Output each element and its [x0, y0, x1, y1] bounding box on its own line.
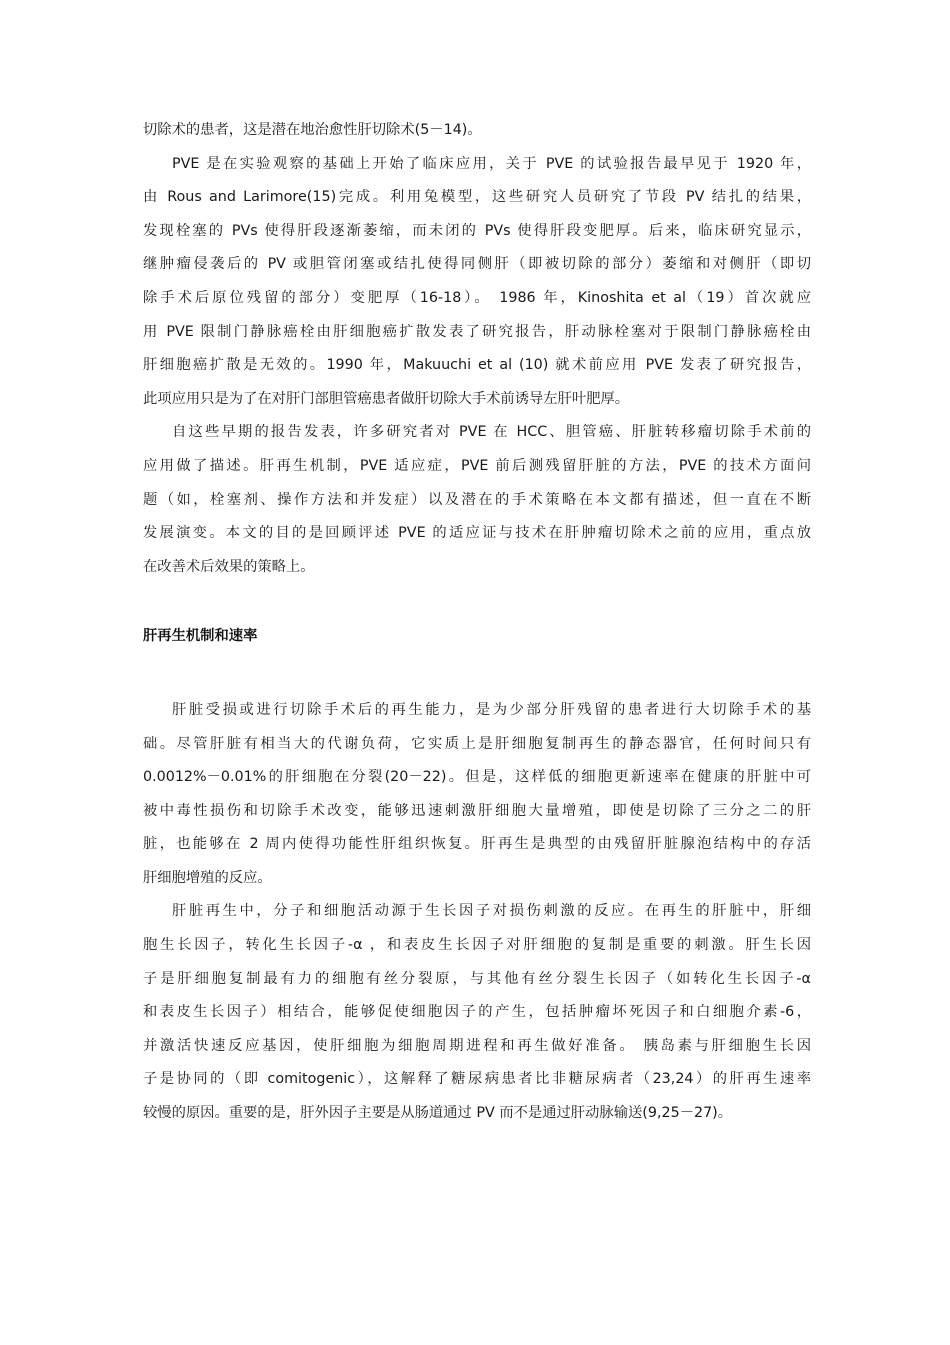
text-line: 应用做了描述。肝再生机制，PVE 适应症，PVE 前后测残留肝脏的方法，PVE 的技术方面问	[143, 457, 811, 474]
paragraph-intro-tail	[143, 114, 811, 148]
text-line: 0.0012%－0.01%的肝细胞在分裂(20－22)。但是，这样低的细胞更新速率在健康的肝脏中可	[143, 769, 811, 786]
text-line: 础。尽管肝脏有相当大的代谢负荷，它实质上是肝细胞复制再生的静态器官，任何时间只有	[143, 735, 811, 752]
text-line: PVE 是在实验观察的基础上开始了临床应用，关于 PVE 的试验报告最早见于 1920 年，	[172, 155, 811, 172]
text-line: 肝细胞增殖的反应。	[143, 869, 272, 886]
text-line: 题（如，栓塞剂、操作方法和并发症）以及潜在的手术策略在本文都有描述，但一直在不断	[143, 491, 811, 508]
text-line: 和表皮生长因子）相结合，能够促使细胞因子的产生，包括肿瘤坏死因子和白细胞介素-6，	[143, 1004, 811, 1021]
paragraph-growth-factors	[143, 895, 811, 1130]
text-line: 发展演变。本文的目的是回顾评述 PVE 的适应证与技术在肝肿瘤切除术之前的应用，重点放	[143, 525, 811, 542]
text-line: 并激活快速反应基因，使肝细胞为细胞周期进程和再生做好准备。 胰岛素与肝细胞生长因	[143, 1037, 811, 1054]
text-line: 子是协同的（即 comitogenic），这解释了糖尿病患者比非糖尿病者（23,24）的肝再生速率	[143, 1071, 811, 1088]
text-line: 发现栓塞的 PVs 使得肝段逐渐萎缩，而未闭的 PVs 使得肝段变肥厚。后来，临床研究显示，	[143, 222, 811, 239]
text-line: 在改善术后效果的策略上。	[143, 558, 315, 575]
text-line: 除手术后原位残留的部分）变肥厚（16-18）。 1986 年，Kinoshita et al（19）首次就应	[143, 289, 811, 306]
text-line: 子是肝细胞复制最有力的细胞有丝分裂原，与其他有丝分裂生长因子（如转化生长因子-α	[143, 970, 811, 987]
paragraph-pve-review-purpose	[143, 416, 811, 584]
section-heading: 肝再生机制和速率	[143, 628, 258, 645]
text-line: 肝脏受损或进行切除手术后的再生能力，是为少部分肝残留的患者进行大切除手术的基	[172, 701, 811, 718]
text-line: 继肿瘤侵袭后的 PV 或胆管闭塞或结扎使得同侧肝（即被切除的部分）萎缩和对侧肝（即切	[143, 256, 811, 273]
text-line: 自这些早期的报告发表，许多研究者对 PVE 在 HCC、胆管癌、肝脏转移瘤切除手术前的	[172, 424, 811, 441]
text-line: 肝细胞癌扩散是无效的。1990 年，Makuuchi et al (10) 就术前应用 PVE 发表了研究报告，	[143, 357, 811, 374]
text-line: 切除术的患者，这是潜在地治愈性肝切除术(5－14)。	[143, 122, 482, 138]
paragraph-pve-history	[143, 148, 811, 417]
paragraph-regeneration-capacity	[143, 694, 811, 896]
text-line: 此项应用只是为了在对肝门部胆管癌患者做肝切除大手术前诱导左肝叶肥厚。	[143, 390, 630, 407]
text-line: 脏，也能够在 2 周内使得功能性肝组织恢复。肝再生是典型的由残留肝脏腺泡结构中的存活	[143, 836, 811, 853]
text-line: 肝脏再生中，分子和细胞活动源于生长因子对损伤刺激的反应。在再生的肝脏中，肝细	[172, 903, 811, 920]
text-line: 被中毒性损伤和切除手术改变，能够迅速刺激肝细胞大量增殖，即使是切除了三分之二的肝	[143, 802, 811, 819]
text-line: 由 Rous and Larimore(15)完成。利用兔模型，这些研究人员研究了节段 PV 结扎的结果，	[143, 189, 811, 206]
document-body	[143, 114, 811, 1131]
text-line: 胞生长因子，转化生长因子-α ，和表皮生长因子对肝细胞的复制是重要的刺激。肝生长因	[143, 937, 811, 954]
text-line: 用 PVE 限制门静脉癌栓由肝细胞癌扩散发表了研究报告，肝动脉栓塞对于限制门静脉癌栓由	[143, 323, 811, 340]
text-line: 较慢的原因。重要的是，肝外因子主要是从肠道通过 PV 而不是通过肝动脉输送(9,25－27)。	[143, 1105, 733, 1122]
